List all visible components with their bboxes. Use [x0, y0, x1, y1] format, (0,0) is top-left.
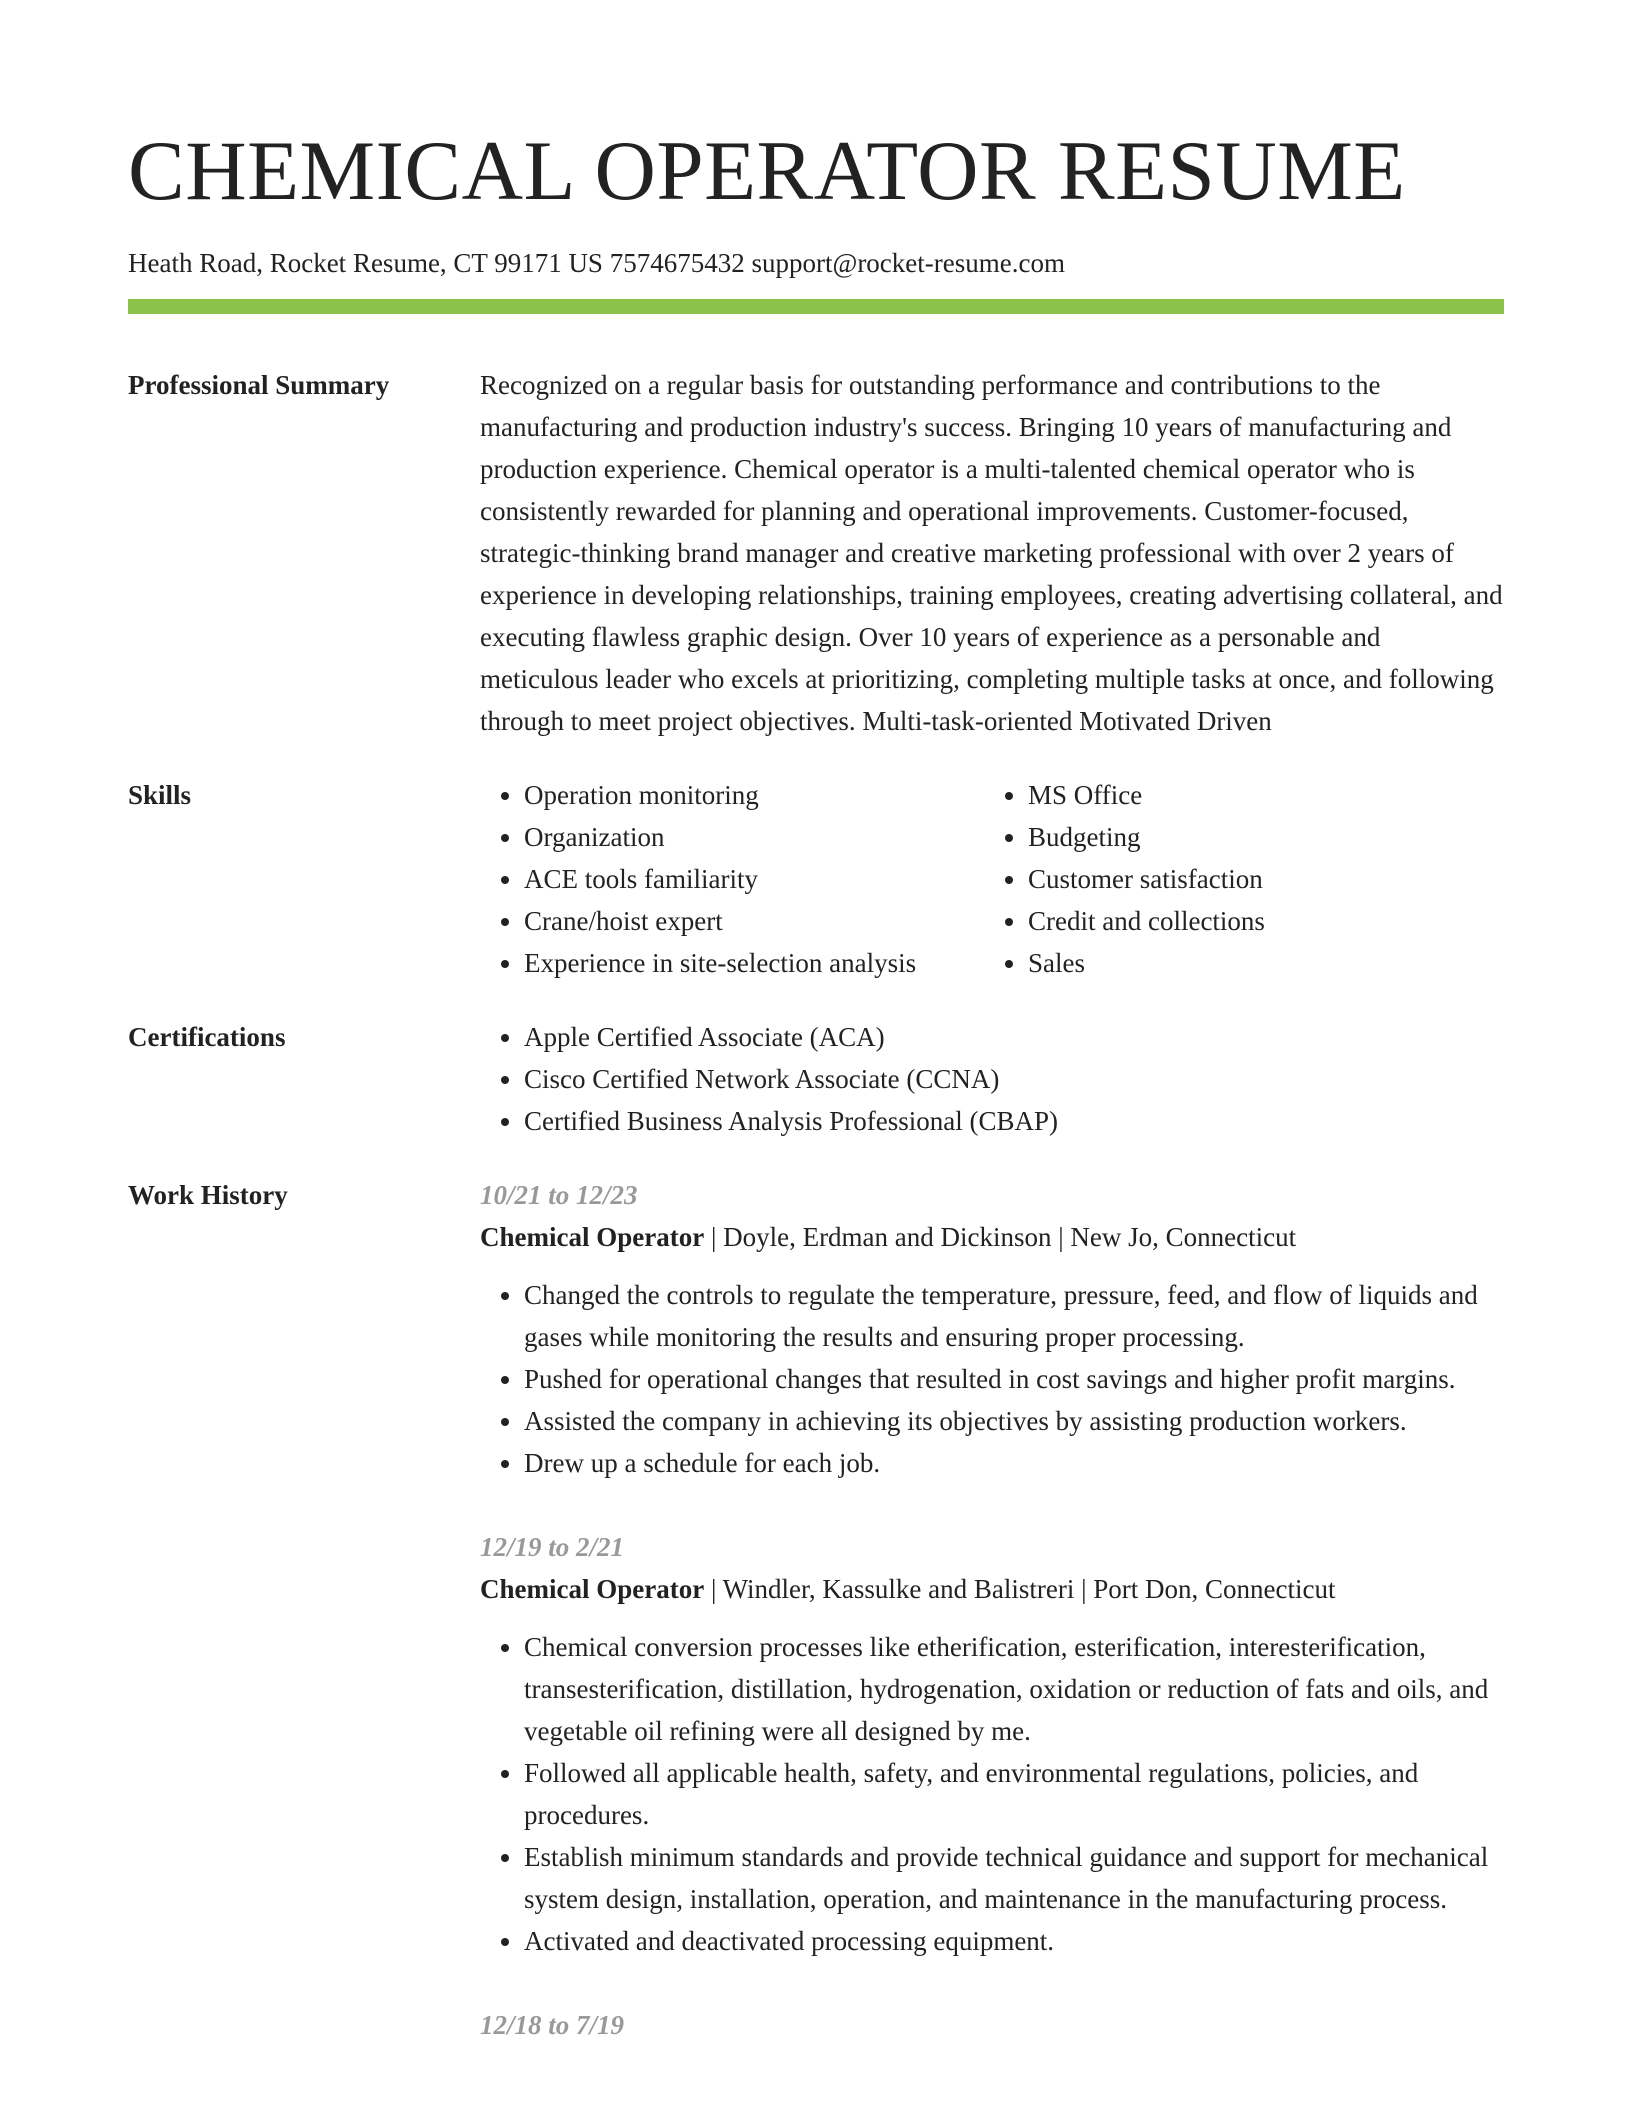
job-duties-list: [480, 1274, 1504, 1484]
section-label-certifications: Certifications: [128, 1022, 286, 1052]
certifications-body: [480, 1016, 1504, 1142]
job-duties-list: [480, 1626, 1504, 1962]
skill-item: • Budgeting: [1028, 816, 1265, 858]
certifications-list: [480, 1016, 1504, 1142]
summary-text: Recognized on a regular basis for outstanding performance and contributions to the manufacturing and production industry's success. Bringing 10 years of manufacturing and production experience. Chemical operator is a multi-talented chemical operator who is consistently rewarded for planning and operational improvements. Customer-focused, strategic-thinking brand manager and creative marketing professional with over 2 years of experience in developing relationships, training employees, creating advertising collateral, and executing flawless graphic design. Over 10 years of experience as a personable and meticulous leader who excels at prioritizing, completing multiple tasks at once, and following through to meet project objectives. Multi-task-oriented Motivated Driven: [480, 370, 1503, 736]
certifications-section: [128, 1016, 1504, 1142]
job-role: Chemical Operator: [480, 1574, 705, 1604]
job-details: | Doyle, Erdman and Dickinson | New Jo, Connecticut: [704, 1222, 1297, 1252]
certification-item: • Apple Certified Associate (ACA): [524, 1016, 1504, 1058]
job-duty: • Pushed for operational changes that resulted in cost savings and higher profit margins.: [524, 1358, 1504, 1400]
skill-item: • MS Office: [1028, 774, 1265, 816]
section-label-work-history: Work History: [128, 1180, 288, 1210]
skill-item: • Operation monitoring: [524, 774, 984, 816]
job-entry: [480, 1526, 1504, 1962]
job-duty: • Assisted the company in achieving its objectives by assisting production workers.: [524, 1400, 1504, 1442]
job-duty: • Activated and deactivated processing equipment.: [524, 1920, 1504, 1962]
skill-item: • Credit and collections: [1028, 900, 1265, 942]
job-duty: • Drew up a schedule for each job.: [524, 1442, 1504, 1484]
skills-columns: [480, 774, 1504, 984]
job-dates: 10/21 to 12/23: [480, 1180, 638, 1210]
job-dates: 12/18 to 7/19: [480, 2010, 625, 2040]
job-duty: • Changed the controls to regulate the temperature, pressure, feed, and flow of liquids and gases while monitoring the results and ensuring proper processing.: [524, 1274, 1504, 1358]
certification-item: • Cisco Certified Network Associate (CCNA): [524, 1058, 1504, 1100]
certification-item: • Certified Business Analysis Professional (CBAP): [524, 1100, 1504, 1142]
job-duty: • Establish minimum standards and provide technical guidance and support for mechanical system design, installation, operation, and maintenance in the manufacturing process.: [524, 1836, 1504, 1920]
professional-summary-body: [480, 364, 1504, 742]
skill-item: • Sales: [1028, 942, 1265, 984]
resume-page: [128, 0, 1504, 2088]
skills-section: [128, 774, 1504, 984]
skill-item: • ACE tools familiarity: [524, 858, 984, 900]
section-label-skills: Skills: [128, 780, 192, 810]
skill-item: • Organization: [524, 816, 984, 858]
job-entry: [480, 2004, 1504, 2046]
job-role: Chemical Operator: [480, 1222, 705, 1252]
professional-summary-section: [128, 364, 1504, 742]
job-heading: [480, 1216, 1504, 1258]
job-entry: [480, 1174, 1504, 1484]
skill-item: • Crane/hoist expert: [524, 900, 984, 942]
job-duty: • Followed all applicable health, safety, and environmental regulations, policies, and procedures.: [524, 1752, 1504, 1836]
skill-item: • Experience in site-selection analysis: [524, 942, 984, 984]
resume-title: CHEMICAL OPERATOR RESUME: [128, 124, 1406, 218]
job-dates: 12/19 to 2/21: [480, 1532, 625, 1562]
job-duty: • Chemical conversion processes like etherification, esterification, interesterification, transesterification, distillation, hydrogenation, oxidation or reduction of fats and oils, and vegetable oil refining were all designed by me.: [524, 1626, 1504, 1752]
skills-list-left: [480, 774, 984, 984]
section-label-professional-summary: Professional Summary: [128, 370, 390, 400]
job-details: | Windler, Kassulke and Balistreri | Port Don, Connecticut: [704, 1574, 1336, 1604]
skills-list-right: [984, 774, 1265, 984]
header-divider: [128, 299, 1504, 314]
job-heading: [480, 1568, 1504, 1610]
skill-item: • Customer satisfaction: [1028, 858, 1265, 900]
contact-line: Heath Road, Rocket Resume, CT 99171 US 7574675432 support@rocket-resume.com: [128, 248, 1065, 278]
work-history-section: [128, 1174, 1504, 2088]
work-history-body: [480, 1174, 1504, 2088]
